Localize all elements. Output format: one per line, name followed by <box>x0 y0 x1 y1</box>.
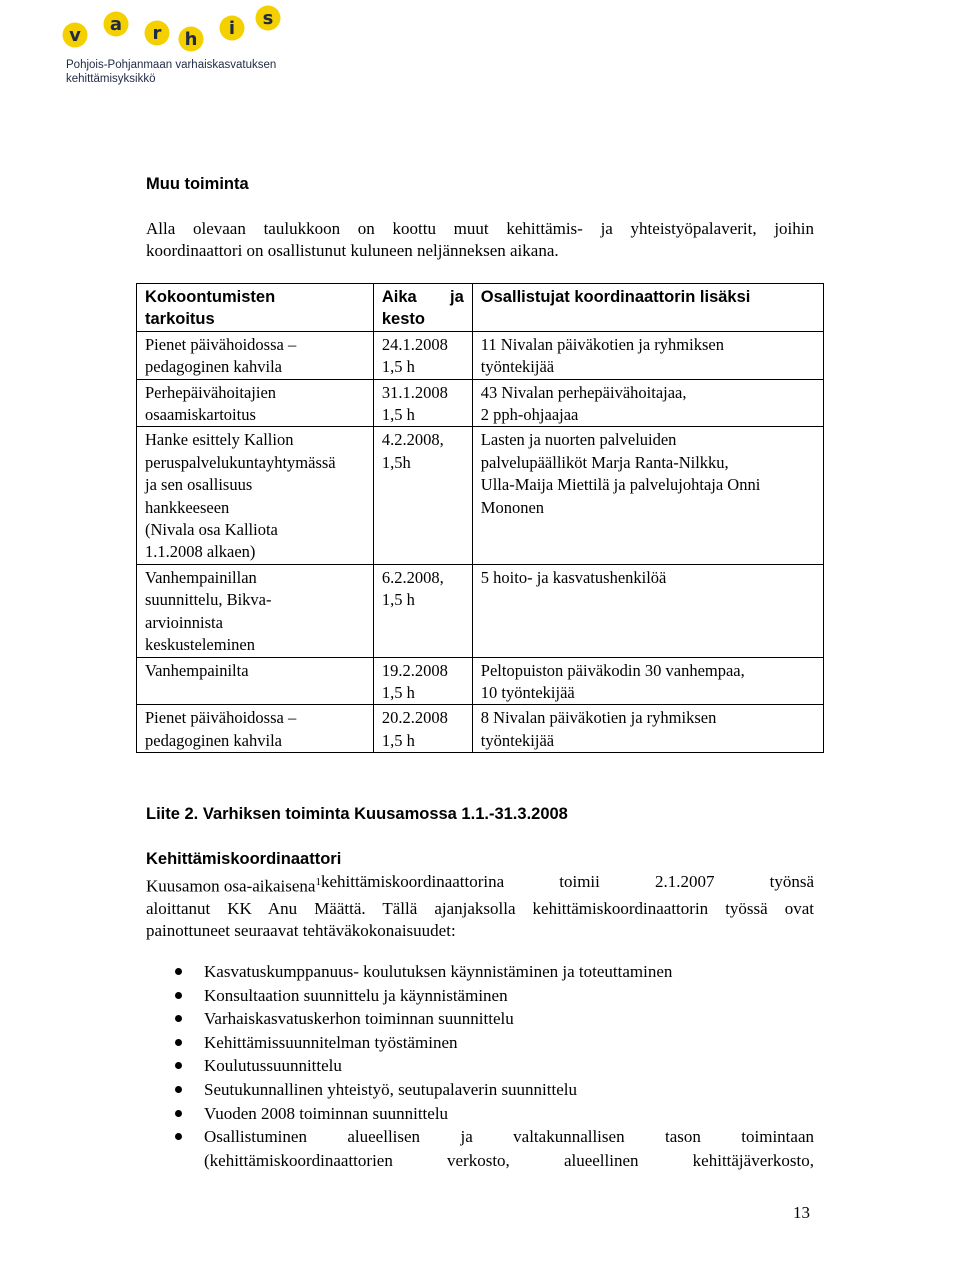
cell-line: Vanhempainillan <box>145 567 257 587</box>
cell-line: Pienet päivähoidossa – <box>145 708 297 728</box>
table-cell <box>472 564 823 657</box>
header-word: ja <box>450 288 464 306</box>
table-row <box>137 331 824 379</box>
appendix-subheading: Kehittämiskoordinaattori <box>146 850 342 868</box>
cell-line: osaamiskartoitus <box>145 405 256 425</box>
table-cell <box>373 564 472 657</box>
cell-line: 1,5 h <box>381 405 415 425</box>
table-header-row <box>137 284 824 332</box>
cell-line: 6.2.2008, <box>381 567 444 587</box>
cell-line: Peltopuiston päiväkodin 30 vanhempaa, <box>480 660 745 680</box>
bullet-icon <box>175 1086 182 1093</box>
list-item-text: Seutukunnallinen yhteistyö, seutupalaverin suunnittelu <box>204 1079 577 1099</box>
table-row <box>137 564 824 657</box>
table-cell <box>373 331 472 379</box>
table-row <box>137 657 824 705</box>
cell-line: 8 Nivalan päiväkotien ja ryhmiksen <box>480 708 717 728</box>
page-number: 13 <box>793 1203 810 1222</box>
cell-line: Ulla-Maija Miettilä ja palvelujohtaja Onni <box>480 475 761 495</box>
cell-line: 43 Nivalan perhepäivähoitajaa, <box>480 382 687 402</box>
cell-line: 2 pph-ohjaajaa <box>480 405 579 425</box>
table-cell <box>472 284 823 332</box>
table-cell <box>137 379 374 427</box>
appendix-line-2: aloittanut KK Anu Määttä. Tällä ajanjaksolla kehittämiskoordinaattorin työssä ovat <box>146 898 814 918</box>
cell-line <box>382 286 464 308</box>
logo-subtitle-line2: kehittämisyksikkö <box>66 73 156 85</box>
cell-line: 1,5 h <box>381 730 415 750</box>
table-cell <box>472 427 823 564</box>
table-cell <box>137 564 374 657</box>
list-item <box>146 1078 814 1102</box>
intro-paragraph <box>146 218 814 262</box>
cell-line: 1,5 h <box>381 590 415 610</box>
cell-line: 1,5h <box>381 452 411 472</box>
table-row <box>137 379 824 427</box>
table-cell <box>137 331 374 379</box>
table-row <box>137 427 824 564</box>
list-item <box>146 984 814 1008</box>
cell-line: 31.1.2008 <box>381 382 448 402</box>
table-cell <box>373 705 472 753</box>
list-item-text: Osallistuminen alueellisen ja valtakunnallisen tason toimintaan <box>204 1127 814 1147</box>
list-item-text: Kasvatuskumppanuus- koulutuksen käynnistäminen ja toteuttaminen <box>204 962 673 981</box>
cell-line: ja sen osallisuus <box>145 475 253 495</box>
list-item-text: Koulutussuunnittelu <box>204 1056 342 1076</box>
cell-line: Vanhempainilta <box>145 660 249 680</box>
cell-line: Osallistujat koordinaattorin lisäksi <box>480 288 751 306</box>
list-item-text: Varhaiskasvatuskerhon toiminnan suunnittelu <box>204 1009 514 1029</box>
list-item-text: Konsultaation suunnittelu ja käynnistäminen <box>204 985 508 1005</box>
bullet-icon <box>175 992 182 999</box>
cell-line: pedagoginen kahvila <box>145 357 282 377</box>
logo-letter: i <box>228 18 236 39</box>
intro-line-2: koordinaattori on osallistunut kuluneen neljänneksen aikana. <box>146 241 559 260</box>
cell-line: kesto <box>381 310 425 329</box>
bullet-icon <box>175 1039 182 1046</box>
table-cell <box>137 657 374 705</box>
appendix-line-1a: Kuusamon osa-aikaisena <box>146 876 316 896</box>
cell-line: Perhepäivähoitajien <box>145 382 277 402</box>
cell-line: 4.2.2008, <box>381 430 444 450</box>
table-cell <box>373 657 472 705</box>
cell-line: Mononen <box>480 497 545 517</box>
task-list <box>146 960 814 1172</box>
list-item-text: Kehittämissuunnitelman työstäminen <box>204 1032 458 1052</box>
cell-line: 5 hoito- ja kasvatushenkilöä <box>480 567 667 587</box>
cell-line: hankkeeseen <box>145 497 230 517</box>
appendix-paragraph <box>146 871 814 942</box>
cell-line: pedagoginen kahvila <box>145 730 282 750</box>
cell-line: tarkoitus <box>145 310 215 329</box>
table-cell <box>472 705 823 753</box>
table-cell <box>472 331 823 379</box>
list-item-text: (kehittämiskoordinaattorien verkosto, alueellinen kehittäjäverkosto, <box>204 1150 814 1170</box>
bullet-icon <box>175 968 182 975</box>
cell-line: keskusteleminen <box>145 635 255 655</box>
table-row <box>137 705 824 753</box>
footnote-marker: 1 <box>315 876 321 888</box>
cell-line: Lasten ja nuorten palveluiden <box>480 430 677 450</box>
logo-letter: v <box>69 25 81 46</box>
header-word: Aika <box>381 288 417 306</box>
appendix-line-3: painottuneet seuraavat tehtäväkokonaisuudet: <box>146 920 456 940</box>
table-cell <box>137 284 374 332</box>
list-item <box>146 1054 814 1078</box>
cell-line: 1.1.2008 alkaen) <box>145 542 256 562</box>
table-cell <box>137 427 374 564</box>
cell-line: arvioinnista <box>145 612 223 632</box>
cell-line: 19.2.2008 <box>381 660 448 680</box>
cell-line: 20.2.2008 <box>381 708 448 728</box>
bullet-icon <box>175 1110 182 1117</box>
table-cell <box>373 284 472 332</box>
list-item <box>146 960 814 984</box>
list-item-text: Vuoden 2008 toiminnan suunnittelu <box>204 1103 449 1123</box>
bullet-icon <box>175 1015 182 1022</box>
logo-letter: r <box>152 23 162 44</box>
cell-line: Pienet päivähoidossa – <box>145 334 297 354</box>
cell-line: suunnittelu, Bikva- <box>145 590 272 610</box>
cell-line: Kokoontumisten <box>145 288 276 306</box>
section-heading: Muu toiminta <box>146 175 249 193</box>
logo-letter: h <box>184 29 198 50</box>
cell-line: palvelupäälliköt Marja Ranta-Nilkku, <box>480 452 729 472</box>
cell-line: 1,5 h <box>381 357 415 377</box>
logo-subtitle <box>66 58 276 86</box>
list-item <box>146 1031 814 1055</box>
table-cell <box>472 379 823 427</box>
bullet-icon <box>175 1133 182 1140</box>
cell-line: 10 työntekijää <box>480 682 575 702</box>
appendix-line-1 <box>146 871 814 898</box>
cell-line: 11 Nivalan päiväkotien ja ryhmiksen <box>480 334 724 354</box>
cell-line: 24.1.2008 <box>381 334 448 354</box>
bullet-icon <box>175 1062 182 1069</box>
logo-letter: s <box>262 8 274 29</box>
activity-table <box>136 283 824 753</box>
list-item <box>146 1007 814 1031</box>
cell-line: Hanke esittely Kallion <box>145 430 294 450</box>
cell-line: työntekijää <box>480 357 555 377</box>
table-cell <box>373 427 472 564</box>
cell-line: peruspalvelukuntayhtymässä <box>145 452 336 472</box>
appendix-title: Liite 2. Varhiksen toiminta Kuusamossa 1.1.-31.3.2008 <box>146 805 568 823</box>
table-cell <box>137 705 374 753</box>
cell-line: (Nivala osa Kalliota <box>145 520 278 540</box>
intro-line-1: Alla olevaan taulukkoon on koottu muut kehittämis- ja yhteistyöpalaverit, joihin <box>146 219 814 238</box>
appendix-line-1b: kehittämiskoordinaattorina toimii 2.1.2007 työnsä <box>320 872 814 891</box>
list-item <box>146 1125 814 1172</box>
logo-subtitle-line1: Pohjois-Pohjanmaan varhaiskasvatuksen <box>66 59 277 71</box>
table-cell <box>373 379 472 427</box>
cell-line: 1,5 h <box>381 682 415 702</box>
logo-letter: a <box>109 14 123 35</box>
table-cell <box>472 657 823 705</box>
cell-line: työntekijää <box>480 730 555 750</box>
list-item <box>146 1102 814 1126</box>
